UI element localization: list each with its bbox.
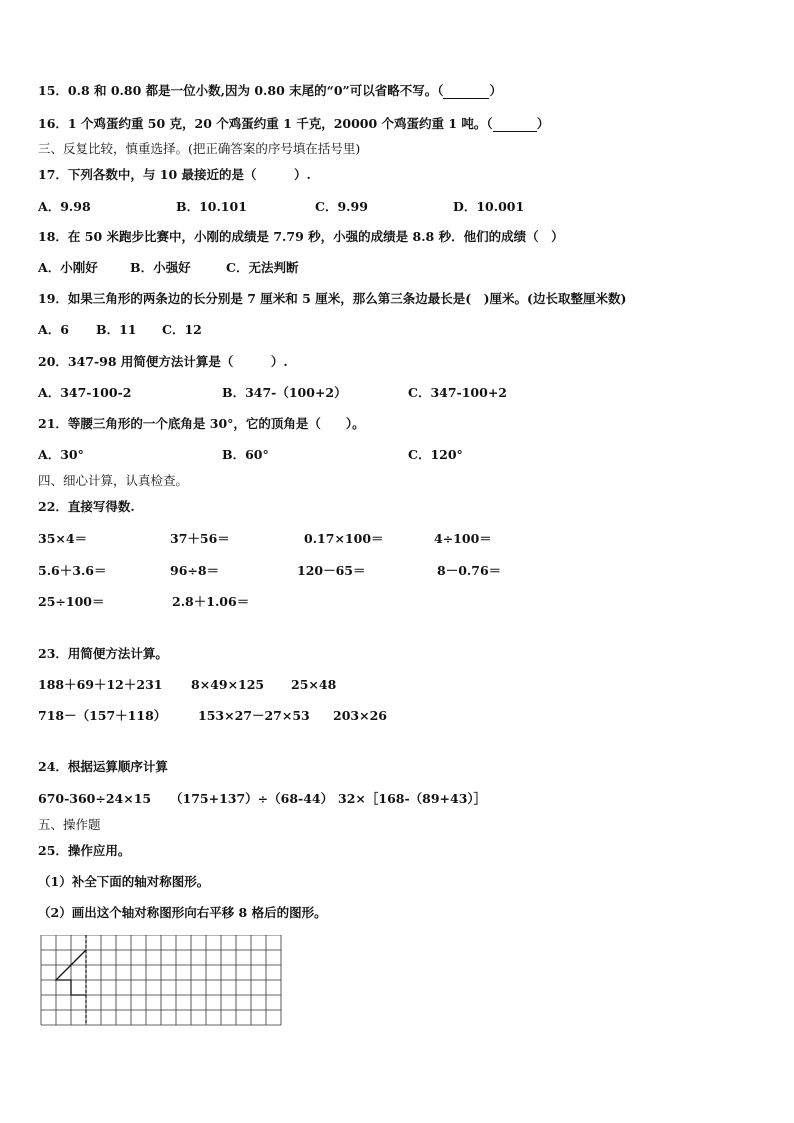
question-20: 20．347-98 用简便方法计算是（ ）. [38, 354, 288, 369]
calc-22-4: 4÷100＝ [434, 531, 492, 546]
question-16-close: ） [536, 116, 550, 131]
calc-22-1: 35×4＝ [38, 531, 88, 546]
question-16 [38, 116, 549, 132]
option-17-a[interactable]: A．9.98 [38, 199, 91, 214]
calc-22-8: 8－0.76＝ [437, 563, 502, 578]
calc-24-1: 670-360÷24×15 [38, 791, 152, 806]
question-23: 23．用简便方法计算。 [38, 646, 168, 661]
option-17-d[interactable]: D．10.001 [453, 199, 525, 214]
question-24: 24．根据运算顺序计算 [38, 759, 168, 774]
question-21: 21．等腰三角形的一个底角是 30°，它的顶角是（ ）。 [38, 416, 365, 431]
question-16-text: 16．1 个鸡蛋约重 50 克，20 个鸡蛋约重 1 千克，20000 个鸡蛋约重 1 吨。（ [38, 116, 493, 131]
section-5-heading: 五、操作题 [38, 817, 101, 832]
question-15-close: ） [489, 83, 502, 98]
option-17-b[interactable]: B．10.101 [176, 199, 247, 214]
question-15-text: 15．0.8 和 0.80 都是一位小数,因为 0.80 末尾的“0”可以省略不写。（ [38, 83, 444, 98]
question-25: 25．操作应用。 [38, 843, 131, 858]
question-15 [38, 83, 502, 99]
calc-22-3: 0.17×100＝ [304, 531, 384, 546]
option-18-c[interactable]: C．无法判断 [226, 260, 299, 275]
option-17-c[interactable]: C．9.99 [315, 199, 368, 214]
grid-lines [41, 935, 281, 1025]
calc-23-6: 203×26 [333, 708, 387, 723]
option-20-c[interactable]: C．347-100+2 [408, 385, 507, 400]
calc-23-4: 718－（157＋118） [38, 708, 167, 723]
question-19: 19．如果三角形的两条边的长分别是 7 厘米和 5 厘米，那么第三条边最长是( )厘米。(边长取整厘米数) [38, 291, 627, 306]
calc-24-2: （175+137）÷（68-44） [170, 791, 334, 806]
option-19-b[interactable]: B．11 [96, 322, 137, 337]
calc-23-2: 8×49×125 [191, 677, 265, 692]
section-4-heading: 四、细心计算，认真检查。 [38, 473, 189, 488]
calc-22-10: 2.8＋1.06＝ [172, 594, 250, 609]
question-18: 18．在 50 米跑步比赛中，小刚的成绩是 7.79 秒，小强的成绩是 8.8 秒．他们的成绩（ ） [38, 229, 564, 244]
calc-22-5: 5.6＋3.6＝ [38, 563, 107, 578]
option-21-c[interactable]: C．120° [408, 447, 463, 462]
calc-22-6: 96÷8＝ [170, 563, 220, 578]
grid-drawing-area[interactable] [40, 935, 284, 1027]
option-18-a[interactable]: A．小刚好 [38, 260, 98, 275]
question-25-part-2: （2）画出这个轴对称图形向右平移 8 格后的图形。 [38, 905, 327, 920]
answer-blank-15[interactable] [443, 86, 489, 99]
calc-24-3: 32×［168-（89+43）］ [338, 791, 487, 806]
calc-23-5: 153×27－27×53 [198, 708, 310, 723]
answer-blank-16[interactable] [493, 119, 537, 132]
option-21-b[interactable]: B．60° [222, 447, 269, 462]
calc-23-1: 188＋69＋12＋231 [38, 677, 163, 692]
calc-22-2: 37＋56＝ [170, 531, 230, 546]
calc-22-7: 120－65＝ [297, 563, 366, 578]
option-19-c[interactable]: C．12 [162, 322, 202, 337]
option-21-a[interactable]: A．30° [38, 447, 84, 462]
option-19-a[interactable]: A．6 [38, 322, 69, 337]
question-25-part-1: （1）补全下面的轴对称图形。 [38, 874, 210, 889]
option-20-b[interactable]: B．347-（100+2） [222, 385, 347, 400]
calc-22-9: 25÷100＝ [38, 594, 105, 609]
option-18-b[interactable]: B．小强好 [130, 260, 191, 275]
section-3-heading: 三、反复比较，慎重选择。(把正确答案的序号填在括号里) [38, 141, 361, 156]
question-17: 17．下列各数中，与 10 最接近的是（ ）. [38, 167, 311, 182]
calc-23-3: 25×48 [291, 677, 337, 692]
question-22: 22．直接写得数. [38, 499, 135, 514]
option-20-a[interactable]: A．347-100-2 [38, 385, 132, 400]
